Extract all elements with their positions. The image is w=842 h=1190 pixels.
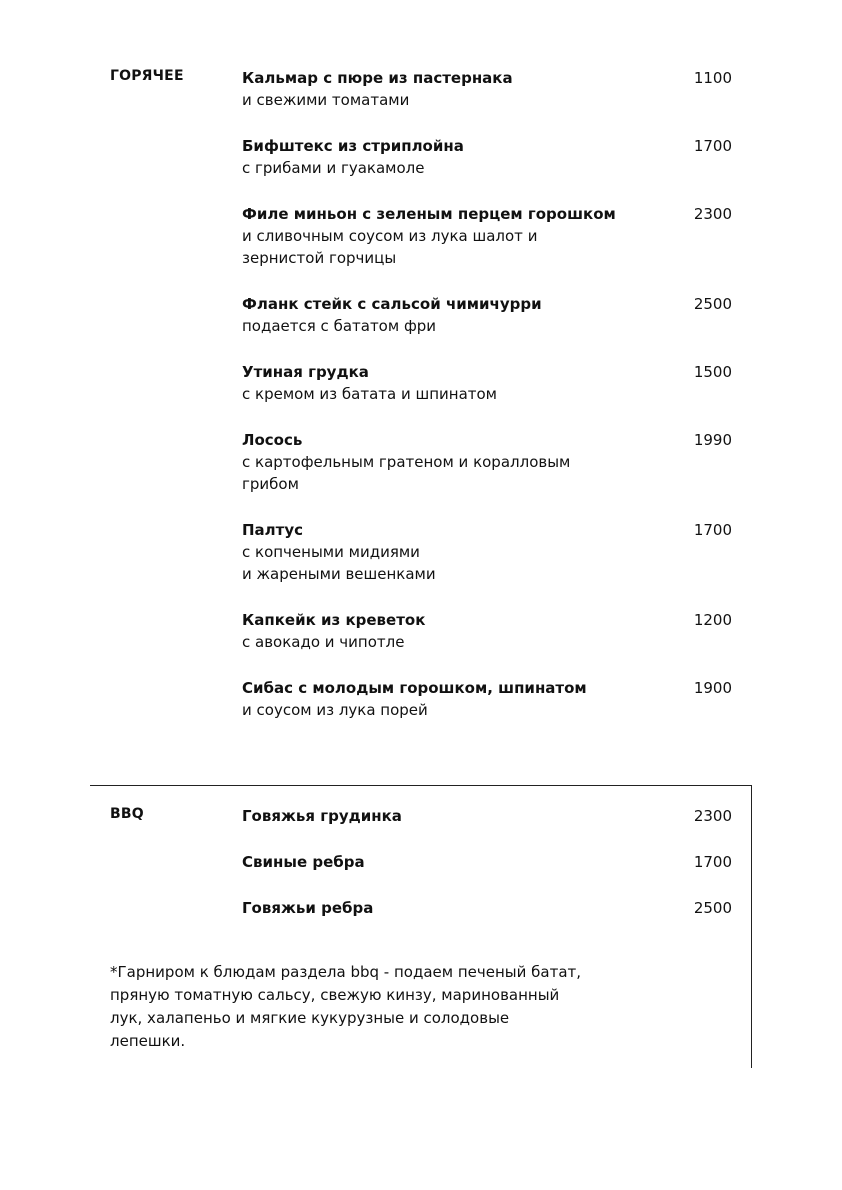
item-price: 1100 (693, 69, 732, 87)
menu-item (242, 361, 742, 405)
item-price: 1700 (693, 137, 732, 155)
section-side-border (751, 785, 752, 1068)
item-price: 1700 (693, 853, 732, 871)
item-description: с кремом из батата и шпинатом (242, 385, 497, 403)
item-name: Палтус (242, 521, 304, 539)
item-description: и сливочным соусом из лука шалот и зернистой горчицы (242, 227, 538, 267)
menu-item (242, 293, 742, 337)
item-name: Лосось (242, 431, 303, 449)
menu-item (242, 429, 742, 495)
menu-item (242, 203, 742, 269)
item-price: 2500 (693, 899, 732, 917)
item-price: 1700 (693, 521, 732, 539)
item-price: 2300 (693, 205, 732, 223)
menu-item (242, 135, 742, 179)
menu-item (242, 897, 742, 919)
menu-item (242, 609, 742, 653)
item-name: Филе миньон с зеленым перцем горошком (242, 205, 616, 223)
section-label-bbq: BBQ (110, 806, 144, 822)
item-description: и соусом из лука порей (242, 701, 428, 719)
item-description: и свежими томатами (242, 91, 410, 109)
bbq-footnote: *Гарниром к блюдам раздела bbq - подаем печеный батат, пряную томатную сальсу, свежую кинзу, маринованный лук, халапеньо и мягкие кукурузные и солодовые лепешки. (110, 963, 582, 1050)
item-price: 2300 (693, 807, 732, 825)
item-description: с картофельным гратеном и коралловым грибом (242, 453, 571, 493)
menu-item (242, 851, 742, 873)
section-label-hot: ГОРЯЧЕЕ (110, 68, 184, 84)
menu-item (242, 67, 742, 111)
item-name: Фланк стейк с сальсой чимичурри (242, 295, 542, 313)
item-price: 1200 (693, 611, 732, 629)
item-price: 1900 (693, 679, 732, 697)
item-name: Свиные ребра (242, 853, 365, 871)
item-name: Утиная грудка (242, 363, 369, 381)
menu-item (242, 805, 742, 827)
item-description: подается с бататом фри (242, 317, 437, 335)
item-price: 2500 (693, 295, 732, 313)
item-price: 1990 (693, 431, 732, 449)
item-description: с копчеными мидиями и жареными вешенками (242, 543, 436, 583)
item-name: Сибас с молодым горошком, шпинатом (242, 679, 587, 697)
item-price: 1500 (693, 363, 732, 381)
menu-item (242, 677, 742, 721)
section-divider (90, 785, 752, 786)
item-name: Кальмар с пюре из пастернака (242, 69, 513, 87)
item-name: Говяжья грудинка (242, 807, 402, 825)
menu-item (242, 519, 742, 585)
item-name: Говяжьи ребра (242, 899, 374, 917)
item-description: с авокадо и чипотле (242, 633, 405, 651)
item-name: Капкейк из креветок (242, 611, 426, 629)
item-name: Бифштекс из стриплойна (242, 137, 464, 155)
item-description: с грибами и гуакамоле (242, 159, 425, 177)
